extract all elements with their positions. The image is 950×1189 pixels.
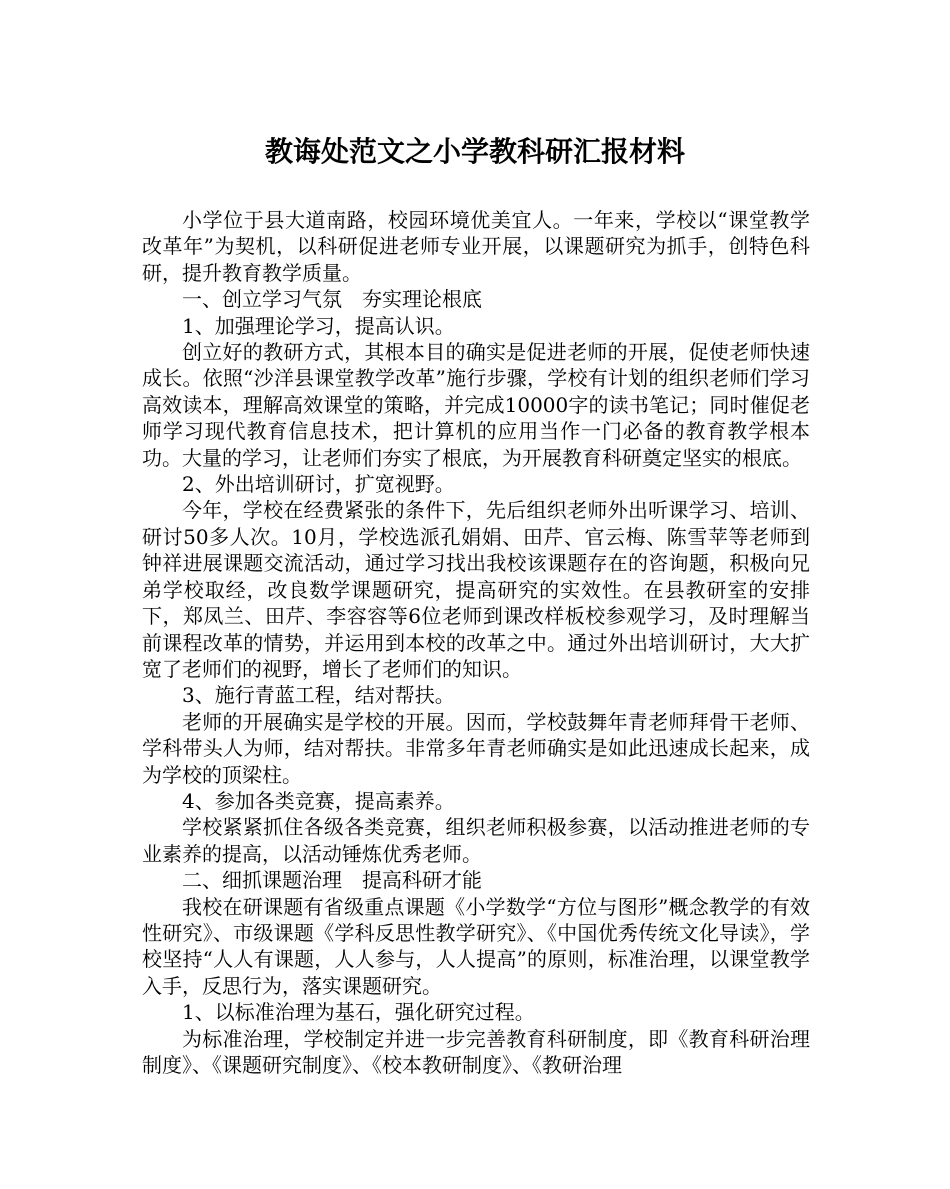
document-body — [142, 207, 810, 1078]
subheading-1-3: 3、施行青蓝工程，结对帮扶。 — [182, 683, 455, 708]
section-heading-1: 一、创立学习气氛 夯实理论根底 — [182, 287, 482, 312]
paragraph: 为标准治理，学校制定并进一步完善教育科研制度，即《教育科研治理制度》、《课题研究制度》、《校本教研制度》、《教研治理 — [142, 1026, 810, 1077]
paragraph-intro: 小学位于县大道南路，校园环境优美宜人。一年来，学校以“课堂教学改革年”为契机，以科研促进老师专业开展，以课题研究为抓手，创特色科研，提升教育教学质量。 — [142, 208, 810, 285]
section-heading-2: 二、细抓课题治理 提高科研才能 — [182, 868, 482, 893]
paragraph: 老师的开展确实是学校的开展。因而，学校鼓舞年青老师拜骨干老师、学科带头人为师，结对帮扶。非常多年青老师确实是如此迅速成长起来，成为学校的顶梁柱。 — [142, 709, 810, 787]
subheading-1-2: 2、外出培训研讨，扩宽视野。 — [182, 472, 455, 497]
paragraph: 创立好的教研方式，其根本目的确实是促进老师的开展，促使老师快速成长。依照“沙洋县课堂教学改革”施行步骤，学校有计划的组织老师们学习高效读本，理解高效课堂的策略，并完成10000字的读书笔记；同时催促老师学习现代教育信息技术，把计算机的应用当作一门必备的教育教学根本功。大量的学习，让老师们夯实了根底，为开展教育科研奠定坚实的根底。 — [142, 340, 810, 470]
paragraph: 学校紧紧抓住各级各类竞赛，组织老师积极参赛，以活动推进老师的专业素养的提高，以活动锤炼优秀老师。 — [142, 815, 810, 866]
paragraph: 我校在研课题有省级重点课题《小学数学“方位与图形”概念教学的有效性研究》、市级课题《学科反思性教学研究》、《中国优秀传统文化导读》，学校坚持“人人有课题，人人参与，人人提高”的原则，标准治理，以课堂教学入手，反思行为，落实课题研究。 — [142, 894, 810, 998]
subheading-1-4: 4、参加各类竞赛，提高素养。 — [182, 788, 455, 813]
subheading-1-1: 1、加强理论学习，提高认识。 — [182, 313, 455, 338]
subheading-2-1: 1、以标准治理为基石，强化研究过程。 — [182, 1000, 535, 1025]
document-title: 教诲处范文之小学教科研汇报材料 — [264, 135, 685, 168]
paragraph: 今年，学校在经费紧张的条件下，先后组织老师外出听课学习、培训、研讨50多人次。10月，学校选派孔娟娟、田芹、官云梅、陈雪苹等老师到钟祥进展课题交流活动，通过学习找出我校该课题存在的咨询题，积极向兄弟学校取经，改良数学课题研究，提高研究的实效性。在县教研室的安排下，郑凤兰、田芹、李容容等6位老师到课改样板校参观学习，及时理解当前课程改革的情势，并运用到本校的改革之中。通过外出培训研讨，大大扩宽了老师们的视野，增长了老师们的知识。 — [142, 498, 810, 681]
